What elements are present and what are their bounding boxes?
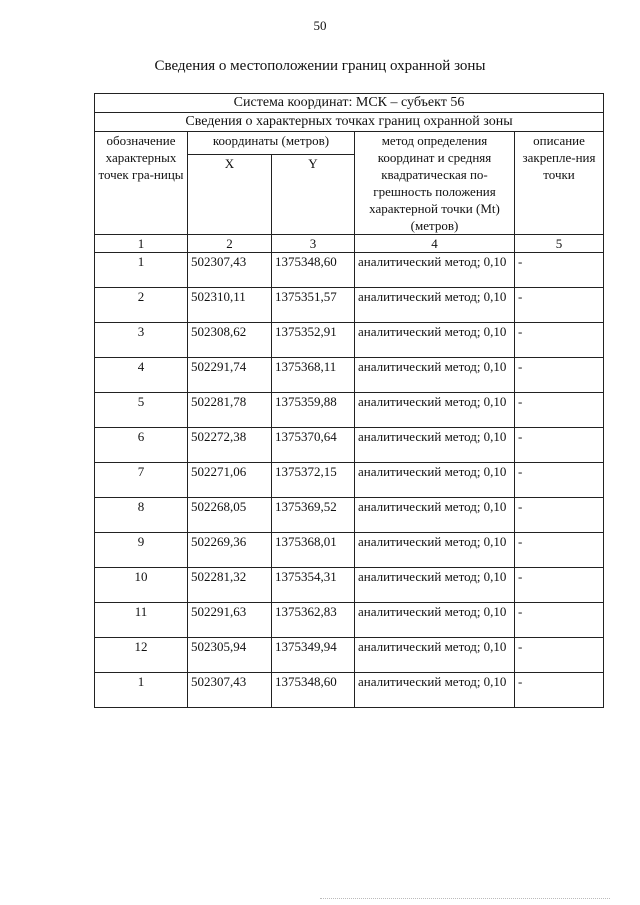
point-id: 1	[95, 253, 188, 288]
table-subheading: Сведения о характерных точках границ охранной зоны	[95, 113, 604, 132]
description-cell: -	[515, 603, 604, 638]
table-row	[95, 638, 604, 673]
table-row	[95, 358, 604, 393]
table-row	[95, 288, 604, 323]
coordinate-x: 502269,36	[188, 533, 272, 568]
method-cell: аналитический метод; 0,10	[355, 288, 515, 323]
point-rows	[95, 253, 604, 708]
point-id: 12	[95, 638, 188, 673]
header-description: описание закрепле-ния точки	[515, 132, 604, 235]
point-id: 8	[95, 498, 188, 533]
table-row	[95, 253, 604, 288]
header-method: метод определения координат и средняя квадратическая по-грешность положения характерной точки (Mt) (метров)	[355, 132, 515, 235]
method-cell: аналитический метод; 0,10	[355, 638, 515, 673]
description-cell: -	[515, 288, 604, 323]
point-id: 3	[95, 323, 188, 358]
table-row	[95, 603, 604, 638]
coordinate-y: 1375352,91	[272, 323, 355, 358]
point-id: 11	[95, 603, 188, 638]
coordinate-x: 502310,11	[188, 288, 272, 323]
description-cell: -	[515, 498, 604, 533]
coordinate-y: 1375362,83	[272, 603, 355, 638]
coordinate-y: 1375348,60	[272, 673, 355, 708]
header-point-designation: обозначение характерных точек гра-ницы	[95, 132, 188, 235]
coordinate-x: 502307,43	[188, 253, 272, 288]
coordinate-y: 1375369,52	[272, 498, 355, 533]
method-cell: аналитический метод; 0,10	[355, 323, 515, 358]
coordinate-y: 1375359,88	[272, 393, 355, 428]
coordinate-x: 502308,62	[188, 323, 272, 358]
description-cell: -	[515, 463, 604, 498]
description-cell: -	[515, 358, 604, 393]
column-number: 3	[272, 235, 355, 253]
column-number: 5	[515, 235, 604, 253]
method-cell: аналитический метод; 0,10	[355, 463, 515, 498]
header-row	[95, 132, 604, 155]
coordinate-y: 1375348,60	[272, 253, 355, 288]
scan-artifact	[320, 898, 610, 901]
description-cell: -	[515, 393, 604, 428]
coordinate-y: 1375351,57	[272, 288, 355, 323]
coordinate-x: 502268,05	[188, 498, 272, 533]
boundary-points-table	[94, 93, 604, 708]
method-cell: аналитический метод; 0,10	[355, 603, 515, 638]
coordinate-x: 502272,38	[188, 428, 272, 463]
coordinate-y: 1375372,15	[272, 463, 355, 498]
method-cell: аналитический метод; 0,10	[355, 498, 515, 533]
description-cell: -	[515, 568, 604, 603]
coordinate-x: 502291,63	[188, 603, 272, 638]
point-id: 2	[95, 288, 188, 323]
description-cell: -	[515, 673, 604, 708]
description-cell: -	[515, 533, 604, 568]
point-id: 6	[95, 428, 188, 463]
method-cell: аналитический метод; 0,10	[355, 533, 515, 568]
table-row	[95, 323, 604, 358]
column-number: 4	[355, 235, 515, 253]
header-coordinates: координаты (метров)	[188, 132, 355, 155]
method-cell: аналитический метод; 0,10	[355, 358, 515, 393]
table-row	[95, 533, 604, 568]
table-subheading-row	[95, 113, 604, 132]
header-y: Y	[272, 155, 355, 235]
coordinate-y: 1375368,01	[272, 533, 355, 568]
coordinate-x: 502271,06	[188, 463, 272, 498]
point-id: 1	[95, 673, 188, 708]
method-cell: аналитический метод; 0,10	[355, 393, 515, 428]
table-row	[95, 498, 604, 533]
coordinate-x: 502307,43	[188, 673, 272, 708]
method-cell: аналитический метод; 0,10	[355, 428, 515, 463]
coordinate-y: 1375370,64	[272, 428, 355, 463]
coordinate-y: 1375368,11	[272, 358, 355, 393]
method-cell: аналитический метод; 0,10	[355, 253, 515, 288]
method-cell: аналитический метод; 0,10	[355, 568, 515, 603]
point-id: 7	[95, 463, 188, 498]
point-id: 5	[95, 393, 188, 428]
method-cell: аналитический метод; 0,10	[355, 673, 515, 708]
column-number-row	[95, 235, 604, 253]
coordinate-system-row	[95, 94, 604, 113]
coordinate-x: 502281,32	[188, 568, 272, 603]
table-row	[95, 673, 604, 708]
column-number: 1	[95, 235, 188, 253]
column-number: 2	[188, 235, 272, 253]
point-id: 9	[95, 533, 188, 568]
description-cell: -	[515, 323, 604, 358]
description-cell: -	[515, 638, 604, 673]
description-cell: -	[515, 428, 604, 463]
table-row	[95, 568, 604, 603]
table-row	[95, 463, 604, 498]
coordinate-x: 502291,74	[188, 358, 272, 393]
coordinate-x: 502281,78	[188, 393, 272, 428]
table-row	[95, 428, 604, 463]
coordinate-system: Система координат: МСК – субъект 56	[95, 94, 604, 113]
table-row	[95, 393, 604, 428]
page-title: Сведения о местоположении границ охранной зоны	[154, 58, 486, 74]
header-x: X	[188, 155, 272, 235]
coordinate-y: 1375354,31	[272, 568, 355, 603]
page-number: 50	[313, 18, 327, 33]
description-cell: -	[515, 253, 604, 288]
coordinate-x: 502305,94	[188, 638, 272, 673]
point-id: 10	[95, 568, 188, 603]
point-id: 4	[95, 358, 188, 393]
coordinate-y: 1375349,94	[272, 638, 355, 673]
